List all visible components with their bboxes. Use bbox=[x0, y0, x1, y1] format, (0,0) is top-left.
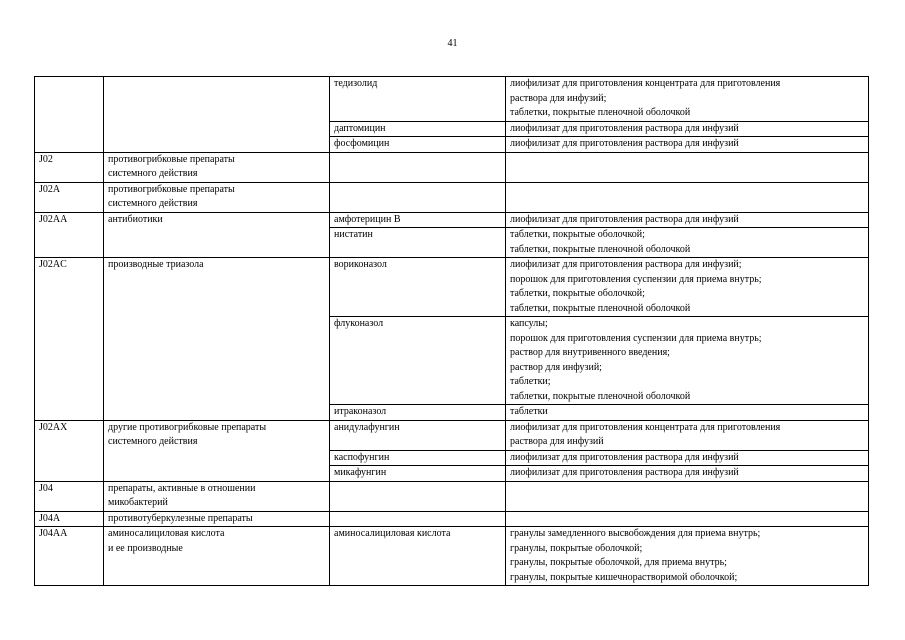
table-row bbox=[35, 228, 869, 258]
drug-name: фосфомицин bbox=[334, 138, 390, 149]
dosage-form-line: таблетки bbox=[510, 406, 548, 417]
drug-name: амфотерицин B bbox=[334, 213, 401, 225]
dosage-form-line: таблетки, покрытые оболочкой; bbox=[510, 288, 645, 299]
group-line: другие противогрибковые препараты bbox=[108, 421, 267, 433]
page-number: 41 bbox=[447, 38, 458, 49]
drug-name-cell bbox=[330, 212, 506, 228]
dosage-form-line: гранулы, покрытые кишечнорастворимой оболочкой; bbox=[510, 571, 738, 583]
pharmacological-group-cell bbox=[104, 228, 330, 258]
table-row bbox=[35, 420, 869, 450]
dosage-form-line: лиофилизат для приготовления раствора для инфузий bbox=[510, 213, 739, 225]
dosage-forms-cell bbox=[506, 121, 869, 137]
drug-name: вориконазол bbox=[334, 259, 387, 270]
dosage-form-line: раствор для инфузий; bbox=[510, 361, 602, 373]
dosage-forms-cell bbox=[506, 182, 869, 212]
atc-code-cell bbox=[35, 228, 104, 258]
drug-name: анидулафунгин bbox=[334, 421, 400, 433]
table-row bbox=[35, 450, 869, 466]
dosage-form-line: лиофилизат для приготовления концентрата для приготовления bbox=[510, 421, 781, 433]
dosage-form-line: лиофилизат для приготовления раствора для инфузий bbox=[510, 451, 739, 463]
pharmacological-group-cell bbox=[104, 152, 330, 182]
table-body bbox=[35, 77, 869, 586]
dosage-form-line: гранулы замедленного высвобождения для приема внутрь; bbox=[510, 528, 761, 539]
dosage-form-line: таблетки, покрытые пленочной оболочкой bbox=[510, 390, 691, 402]
pharmacological-group-cell bbox=[104, 212, 330, 228]
table-row bbox=[35, 405, 869, 421]
pharmacological-group-cell bbox=[104, 466, 330, 482]
drug-name-cell bbox=[330, 420, 506, 450]
atc-code-cell bbox=[35, 481, 104, 511]
dosage-form-line: таблетки, покрытые оболочкой; bbox=[510, 229, 645, 240]
table-row bbox=[35, 481, 869, 511]
pharmacological-group-cell bbox=[104, 527, 330, 586]
dosage-form-line: лиофилизат для приготовления раствора для инфузий bbox=[510, 467, 739, 478]
drug-name-cell bbox=[330, 137, 506, 153]
drug-name-cell bbox=[330, 466, 506, 482]
atc-code-cell bbox=[35, 137, 104, 153]
dosage-forms-cell bbox=[506, 228, 869, 258]
dosage-forms-cell bbox=[506, 317, 869, 405]
table-row bbox=[35, 317, 869, 405]
atc-code-cell bbox=[35, 466, 104, 482]
group-line: микобактерий bbox=[108, 497, 168, 508]
dosage-forms-cell bbox=[506, 527, 869, 586]
table-row bbox=[35, 258, 869, 317]
drug-name: аминосалициловая кислота bbox=[334, 528, 451, 539]
atc-code-cell bbox=[35, 405, 104, 421]
dosage-forms-cell bbox=[506, 212, 869, 228]
atc-code: J04 bbox=[39, 482, 53, 494]
pharmacological-group-cell bbox=[104, 317, 330, 405]
pharmacological-group-cell bbox=[104, 481, 330, 511]
dosage-form-line: лиофилизат для приготовления раствора для инфузий; bbox=[510, 259, 742, 270]
drug-name-cell bbox=[330, 77, 506, 122]
table-row bbox=[35, 527, 869, 586]
atc-code-cell bbox=[35, 420, 104, 450]
drug-name-cell bbox=[330, 121, 506, 137]
table-row bbox=[35, 137, 869, 153]
atc-code-cell bbox=[35, 121, 104, 137]
drug-name: итраконазол bbox=[334, 406, 387, 417]
group-line: противотуберкулезные препараты bbox=[108, 512, 253, 524]
atc-code: J02AC bbox=[39, 259, 67, 270]
drug-name-cell bbox=[330, 182, 506, 212]
table-row bbox=[35, 121, 869, 137]
drug-name: флуконазол bbox=[334, 318, 384, 329]
dosage-forms-cell bbox=[506, 405, 869, 421]
drug-name: нистатин bbox=[334, 229, 373, 240]
dosage-forms-cell bbox=[506, 511, 869, 527]
group-line: производные триазола bbox=[108, 259, 204, 270]
group-line: системного действия bbox=[108, 436, 198, 447]
atc-code: J02A bbox=[39, 183, 61, 195]
dosage-form-line: гранулы, покрытые оболочкой; bbox=[510, 542, 643, 554]
pharmacological-group-cell bbox=[104, 511, 330, 527]
pharmacological-group-cell bbox=[104, 137, 330, 153]
table-row bbox=[35, 511, 869, 527]
table-row bbox=[35, 182, 869, 212]
atc-code: J04A bbox=[39, 512, 61, 524]
atc-code-cell bbox=[35, 450, 104, 466]
atc-code-cell bbox=[35, 258, 104, 317]
atc-code-cell bbox=[35, 511, 104, 527]
pharmacological-group-cell bbox=[104, 450, 330, 466]
atc-code-cell bbox=[35, 317, 104, 405]
dosage-forms-cell bbox=[506, 481, 869, 511]
pharmacological-group-cell bbox=[104, 405, 330, 421]
group-line: противогрибковые препараты bbox=[108, 153, 235, 165]
dosage-form-line: раствор для внутривенного введения; bbox=[510, 347, 670, 358]
drug-name-cell bbox=[330, 450, 506, 466]
dosage-form-line: таблетки; bbox=[510, 376, 551, 387]
group-line: и ее производные bbox=[108, 542, 183, 554]
group-line: противогрибковые препараты bbox=[108, 183, 235, 195]
atc-code-cell bbox=[35, 527, 104, 586]
atc-code-cell bbox=[35, 212, 104, 228]
table-row bbox=[35, 212, 869, 228]
table-row bbox=[35, 77, 869, 122]
dosage-forms-cell bbox=[506, 258, 869, 317]
pharmacological-group-cell bbox=[104, 258, 330, 317]
pharmacological-group-cell bbox=[104, 420, 330, 450]
drug-name-cell bbox=[330, 527, 506, 586]
drug-name-cell bbox=[330, 511, 506, 527]
dosage-forms-cell bbox=[506, 77, 869, 122]
dosage-forms-cell bbox=[506, 420, 869, 450]
pharmacological-group-cell bbox=[104, 77, 330, 122]
dosage-forms-cell bbox=[506, 450, 869, 466]
dosage-form-line: раствора для инфузий; bbox=[510, 92, 607, 104]
dosage-forms-cell bbox=[506, 152, 869, 182]
group-line: аминосалициловая кислота bbox=[108, 528, 225, 539]
group-line: антибиотики bbox=[108, 213, 163, 225]
drug-name: тедизолид bbox=[334, 78, 378, 89]
group-line: системного действия bbox=[108, 168, 198, 179]
group-line: системного действия bbox=[108, 198, 198, 209]
dosage-forms-cell bbox=[506, 466, 869, 482]
drug-name-cell bbox=[330, 481, 506, 511]
atc-code: J02AA bbox=[39, 213, 68, 225]
atc-code: J02 bbox=[39, 153, 53, 165]
dosage-form-line: таблетки, покрытые пленочной оболочкой bbox=[510, 107, 691, 118]
drug-name: микафунгин bbox=[334, 467, 387, 478]
drug-name-cell bbox=[330, 152, 506, 182]
atc-code-cell bbox=[35, 182, 104, 212]
atc-code-cell bbox=[35, 77, 104, 122]
dosage-form-line: таблетки, покрытые пленочной оболочкой bbox=[510, 243, 691, 255]
dosage-form-line: гранулы, покрытые оболочкой, для приема внутрь; bbox=[510, 557, 727, 568]
atc-code-cell bbox=[35, 152, 104, 182]
atc-code: J02AX bbox=[39, 421, 68, 433]
dosage-form-line: капсулы; bbox=[510, 318, 548, 329]
dosage-form-line: лиофилизат для приготовления концентрата для приготовления bbox=[510, 78, 781, 89]
drug-name-cell bbox=[330, 228, 506, 258]
drug-table bbox=[34, 76, 869, 586]
drug-name-cell bbox=[330, 258, 506, 317]
dosage-forms-cell bbox=[506, 137, 869, 153]
atc-code: J04AA bbox=[39, 528, 68, 539]
table-row bbox=[35, 466, 869, 482]
drug-name-cell bbox=[330, 405, 506, 421]
group-line: препараты, активные в отношении bbox=[108, 482, 256, 494]
dosage-form-line: лиофилизат для приготовления раствора для инфузий bbox=[510, 122, 739, 134]
pharmacological-group-cell bbox=[104, 182, 330, 212]
dosage-form-line: порошок для приготовления суспензии для приема внутрь; bbox=[510, 332, 762, 344]
dosage-form-line: лиофилизат для приготовления раствора для инфузий bbox=[510, 138, 739, 149]
dosage-form-line: раствора для инфузий bbox=[510, 436, 604, 447]
pharmacological-group-cell bbox=[104, 121, 330, 137]
dosage-form-line: таблетки, покрытые пленочной оболочкой bbox=[510, 302, 691, 314]
drug-name: даптомицин bbox=[334, 122, 386, 134]
drug-name-cell bbox=[330, 317, 506, 405]
table-row bbox=[35, 152, 869, 182]
dosage-form-line: порошок для приготовления суспензии для приема внутрь; bbox=[510, 273, 762, 285]
drug-name: каспофунгин bbox=[334, 451, 390, 463]
